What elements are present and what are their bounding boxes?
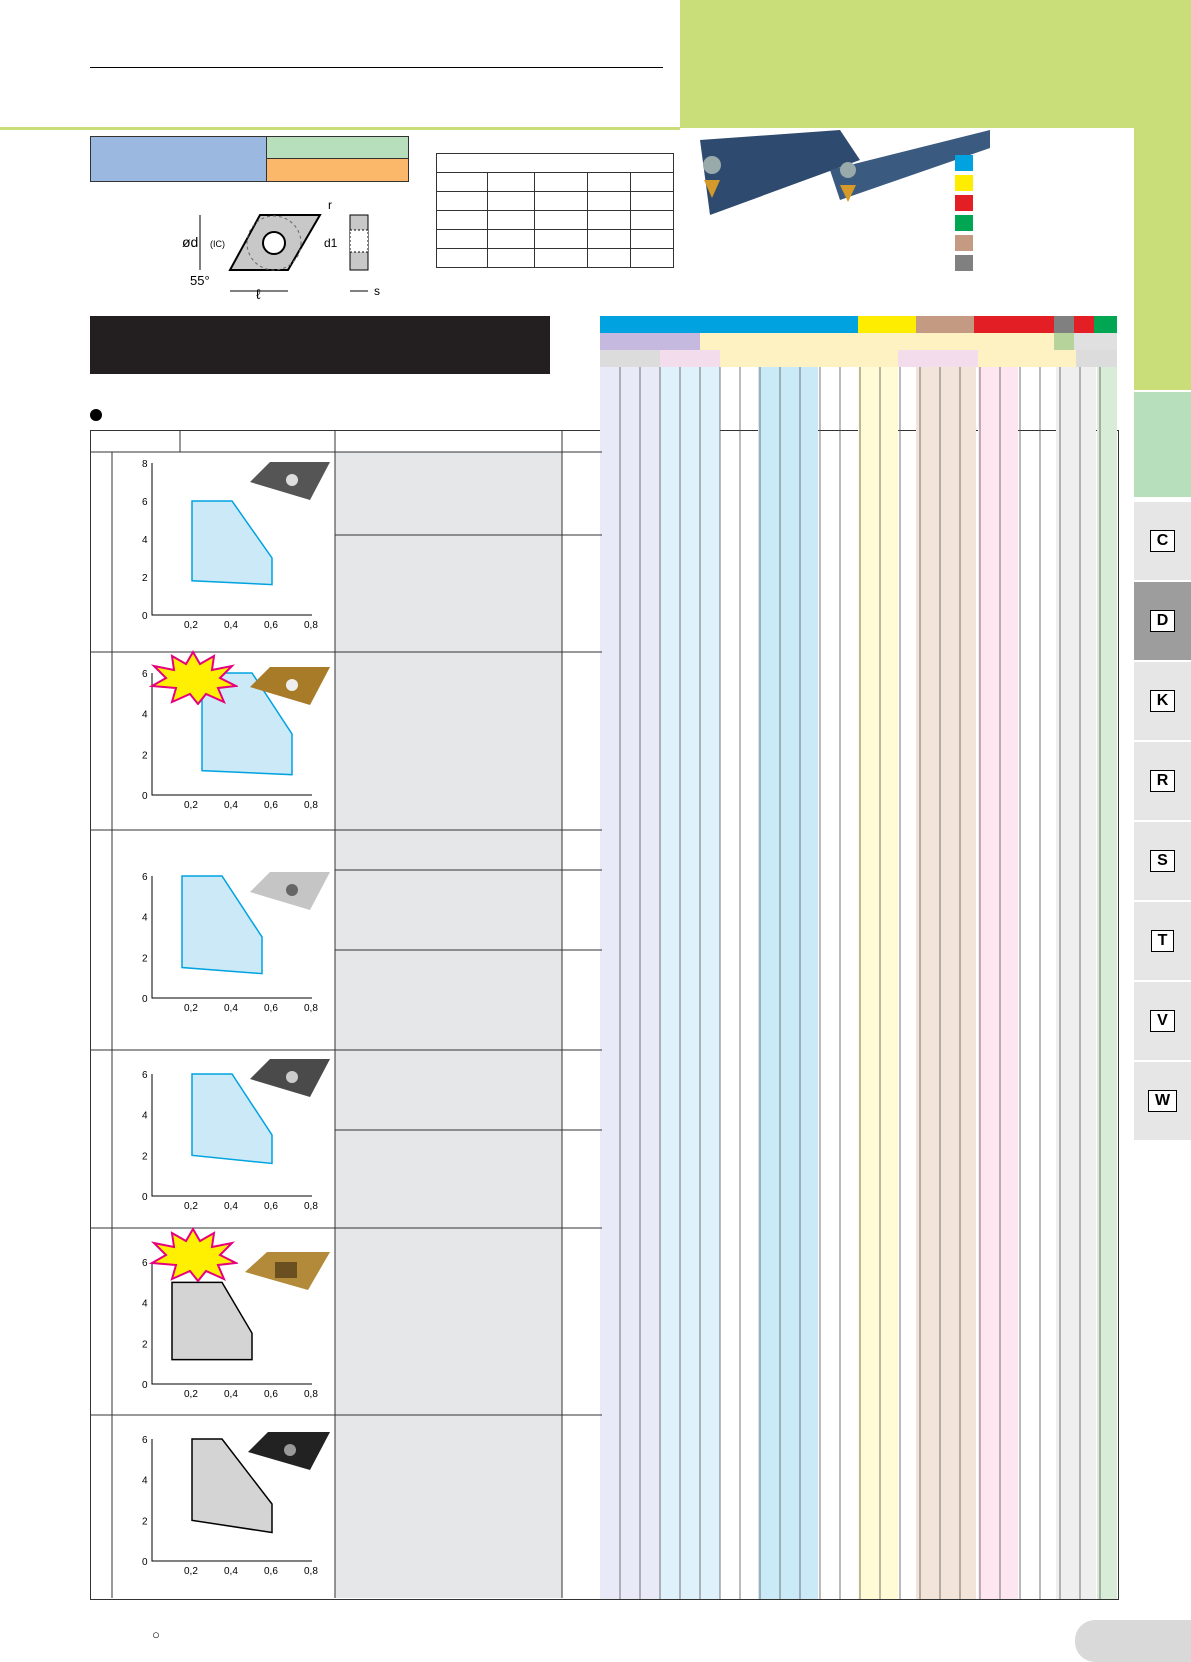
x-tick-label: 0,8 (304, 1389, 318, 1400)
label-l: ℓ (256, 286, 261, 302)
y-tick-label: 2 (142, 573, 148, 584)
legend-swatch-yellow (955, 175, 973, 191)
legend-swatch-red (955, 195, 973, 211)
label-d: ød (182, 234, 199, 250)
tab-letter: K (1150, 690, 1176, 712)
y-tick-label: 4 (142, 1475, 148, 1487)
bullet-icon (90, 409, 102, 421)
tab-mint-block (1134, 392, 1191, 497)
tab-k[interactable] (1134, 660, 1191, 740)
x-tick-label: 0,8 (304, 620, 318, 631)
label-d1: d1 (324, 236, 338, 250)
x-tick-label: 0,2 (184, 620, 198, 631)
chart-region (172, 1282, 252, 1359)
label-angle: 55° (190, 273, 210, 288)
y-tick-label: 6 (142, 669, 148, 680)
header-green-panel (680, 0, 1191, 128)
tab-t[interactable] (1134, 900, 1191, 980)
chart-region (192, 501, 272, 585)
x-tick-label: 0,6 (264, 800, 278, 811)
insert-image-6 (248, 1430, 330, 1475)
y-tick-label: 6 (142, 1258, 148, 1269)
y-tick-label: 2 (142, 953, 148, 965)
y-tick-label: 2 (142, 1339, 148, 1351)
section-title-bar (90, 316, 550, 374)
tab-c[interactable] (1134, 500, 1191, 580)
insert-dimension-diagram (180, 195, 380, 305)
y-tick-label: 0 (142, 1192, 148, 1203)
tab-letter: D (1150, 610, 1176, 632)
x-tick-label: 0,8 (304, 1003, 318, 1014)
y-tick-label: 0 (142, 1557, 148, 1568)
legend-swatch-brown (955, 235, 973, 251)
x-tick-label: 0,4 (224, 620, 238, 631)
x-tick-label: 0,8 (304, 1566, 318, 1577)
page-number-tab (1075, 1620, 1191, 1662)
insert-image-5 (245, 1250, 330, 1295)
legend-swatch-green (955, 215, 973, 231)
y-tick-label: 6 (142, 1070, 148, 1081)
x-tick-label: 0,2 (184, 1389, 198, 1400)
y-tick-label: 2 (142, 1516, 148, 1528)
footer-circle: ○ (152, 1627, 160, 1642)
tab-s[interactable] (1134, 820, 1191, 900)
y-tick-label: 6 (142, 872, 148, 883)
new-starburst-badge (148, 1227, 238, 1282)
color-block-mint (266, 136, 409, 160)
x-tick-label: 0,4 (224, 1389, 238, 1400)
x-tick-label: 0,4 (224, 1201, 238, 1212)
color-block-orange (266, 158, 409, 182)
y-tick-label: 4 (142, 1298, 148, 1310)
x-tick-label: 0,6 (264, 620, 278, 631)
label-s: s (374, 284, 380, 298)
tab-r[interactable] (1134, 740, 1191, 820)
x-tick-label: 0,4 (224, 800, 238, 811)
tab-w[interactable] (1134, 1060, 1191, 1140)
tab-letter: S (1150, 850, 1175, 872)
title-rule (90, 67, 663, 68)
tab-letter: W (1148, 1090, 1177, 1112)
label-ic: (IC) (210, 239, 225, 249)
x-tick-label: 0,2 (184, 1566, 198, 1577)
tab-d[interactable] (1134, 580, 1191, 660)
color-block-blue (90, 136, 268, 182)
legend-swatch-blue (955, 155, 973, 171)
x-tick-label: 0,6 (264, 1201, 278, 1212)
tab-letter: C (1150, 530, 1176, 552)
tab-letter: T (1151, 930, 1175, 952)
header-green-rule (0, 127, 680, 130)
y-tick-label: 4 (142, 912, 148, 924)
insert-image-1 (250, 460, 330, 505)
y-tick-label: 6 (142, 1435, 148, 1446)
tab-letter: V (1150, 1010, 1175, 1032)
dimension-table (436, 153, 674, 268)
new-starburst-badge (148, 650, 238, 705)
x-tick-label: 0,2 (184, 1003, 198, 1014)
y-tick-label: 0 (142, 791, 148, 802)
insert-image-2 (250, 665, 330, 710)
x-tick-label: 0,8 (304, 1201, 318, 1212)
label-r: r (328, 198, 332, 212)
x-tick-label: 0,8 (304, 800, 318, 811)
y-tick-label: 8 (142, 459, 148, 470)
x-tick-label: 0,6 (264, 1566, 278, 1577)
right-green-strip (1134, 128, 1191, 390)
column-grid (600, 367, 1117, 1599)
y-tick-label: 0 (142, 611, 148, 622)
y-tick-label: 4 (142, 535, 148, 546)
x-tick-label: 0,2 (184, 800, 198, 811)
y-tick-label: 4 (142, 1110, 148, 1122)
y-tick-label: 4 (142, 709, 148, 721)
y-tick-label: 6 (142, 497, 148, 508)
x-tick-label: 0,4 (224, 1003, 238, 1014)
y-tick-label: 2 (142, 750, 148, 762)
x-tick-label: 0,6 (264, 1389, 278, 1400)
y-tick-label: 0 (142, 994, 148, 1005)
y-tick-label: 0 (142, 1380, 148, 1391)
tab-letter: R (1150, 770, 1176, 792)
x-tick-label: 0,6 (264, 1003, 278, 1014)
tab-v[interactable] (1134, 980, 1191, 1060)
tool-holder-image (690, 130, 990, 220)
x-tick-label: 0,4 (224, 1566, 238, 1577)
legend-swatch-grey (955, 255, 973, 271)
insert-image-3 (250, 870, 330, 915)
y-tick-label: 2 (142, 1151, 148, 1163)
x-tick-label: 0,2 (184, 1201, 198, 1212)
insert-image-4 (250, 1057, 330, 1102)
